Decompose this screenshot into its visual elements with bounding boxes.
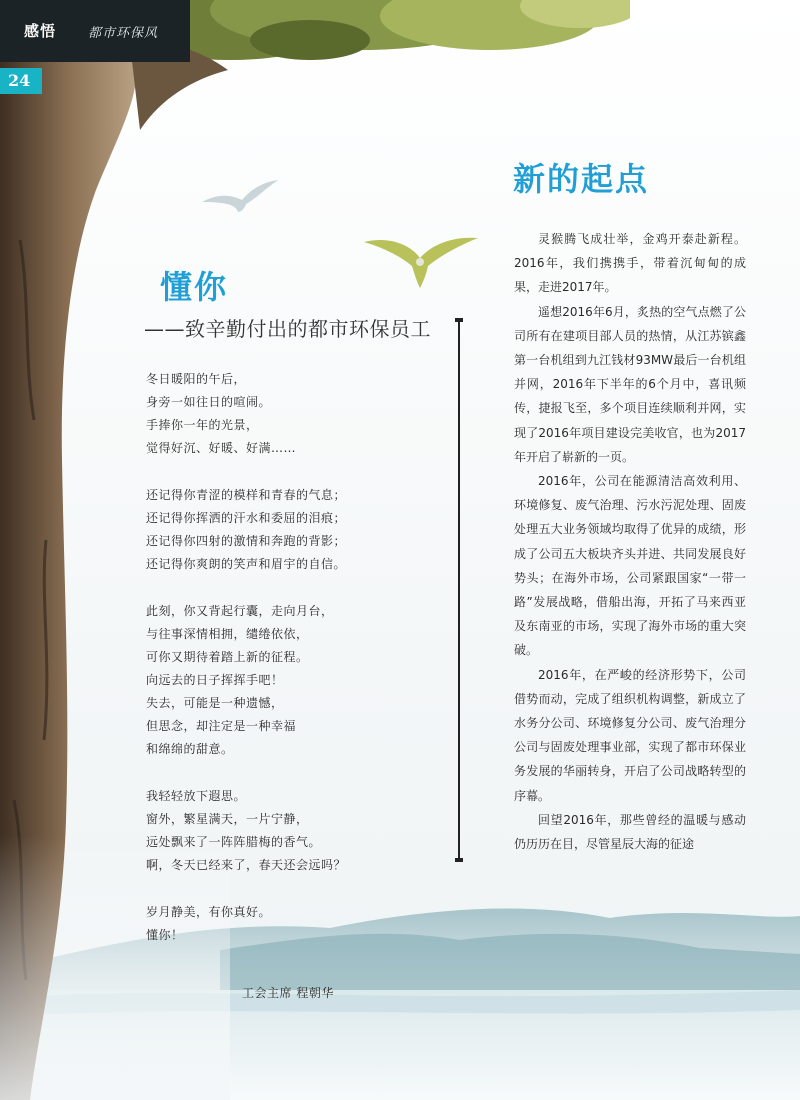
page-number: 24 (8, 71, 31, 90)
poem-line: 但思念，却注定是一种幸福 (146, 719, 297, 733)
poem-line: 失去，可能是一种遗憾， (146, 696, 284, 710)
article-paragraph: 回望2016年，那些曾经的温暖与感动仍历历在目，尽管星辰大海的征途 (514, 812, 746, 852)
poem-line: 还记得你青涩的模样和青春的气息； (146, 488, 347, 502)
poem-line: 远处飘来了一阵阵腊梅的香气。 (146, 835, 322, 849)
article-paragraph: 2016年，在严峻的经济形势下，公司借势而动，完成了组织机构调整，新成立了水务分公司、环境修复分公司、废气治理分公司与固废处理事业部，实现了都市环保业务发展的华丽转身，开启了公司战略转型的序幕。 (514, 667, 746, 803)
poem-line: 冬日暖阳的午后， (146, 372, 247, 386)
poem-line: 懂你！ (146, 928, 184, 942)
poem-stanza (146, 901, 446, 947)
poem-line: 可你又期待着踏上新的征程。 (146, 650, 309, 664)
poem-line: 岁月静美，有你真好。 (146, 905, 272, 919)
poem-body (146, 368, 446, 971)
poem-line: 手捧你一年的光景， (146, 418, 259, 432)
poem-title: 懂你 (160, 268, 229, 306)
bird-illustration (200, 178, 280, 214)
article-paragraph: 灵猴腾飞成壮举，金鸡开泰赴新程。2016年，我们携携手，带着沉甸甸的成果，走进2017年。 (514, 232, 746, 295)
poem-stanza (146, 785, 446, 877)
poem-line: 还记得你四射的激情和奔跑的背影； (146, 534, 347, 548)
poem-line: 和绵绵的甜意。 (146, 742, 234, 756)
poem-line: 还记得你爽朗的笑声和眉宇的自信。 (146, 557, 347, 571)
column-name: 都市环保风 (88, 26, 159, 41)
poem-line: 身旁一如往日的喧闹。 (146, 395, 272, 409)
poem-line: 觉得好沉、好暖、好满…… (146, 441, 297, 455)
bird-illustration (362, 232, 480, 290)
poem-signature: 工会主席 程朝华 (242, 986, 334, 1000)
poem-line: 我轻轻放下遐思。 (146, 789, 247, 803)
article-title: 新的起点 (513, 160, 650, 198)
poem-stanza (146, 484, 446, 576)
poem-subtitle: ——致辛勤付出的都市环保员工 (144, 317, 431, 341)
section-tag: 感悟 (24, 22, 57, 40)
poem-line: 向远去的日子挥挥手吧！ (146, 673, 284, 687)
poem-stanza (146, 368, 446, 460)
article-paragraph: 遥想2016年6月，炙热的空气点燃了公司所有在建项目部人员的热情，从江苏镔鑫第一台机组到九江钱材93MW最后一台机组并网，2016年下半年的6个月中，喜讯频传，捷报飞至，多个项目连续顺利并网，实现了2016年项目建设完美收官，也为2017年开启了崭新的一页。 (514, 304, 746, 464)
column-divider (458, 318, 460, 862)
divider-cap (455, 858, 463, 862)
poem-stanza (146, 600, 446, 761)
poem-line: 窗外，繁星满天，一片宁静， (146, 812, 309, 826)
article-paragraph: 2016年，公司在能源清洁高效利用、环境修复、废气治理、污水污泥处理、固废处理五大业务领域均取得了优异的成绩，形成了公司五大板块齐头并进、共同发展良好势头；在海外市场，公司紧跟国家“一带一路”发展战略，借船出海，开拓了马来西亚及东南亚的市场，实现了海外市场的重大突破。 (514, 474, 746, 658)
poem-line: 还记得你挥洒的汗水和委屈的泪痕； (146, 511, 347, 525)
poem-line: 此刻，你又背起行囊，走向月台， (146, 604, 334, 618)
page-number-tab (0, 68, 42, 94)
poem-line: 啊，冬天已经来了，春天还会远吗？ (146, 858, 347, 872)
poem-line: 与往事深情相拥，缱绻依依， (146, 627, 309, 641)
article-body (514, 227, 746, 856)
